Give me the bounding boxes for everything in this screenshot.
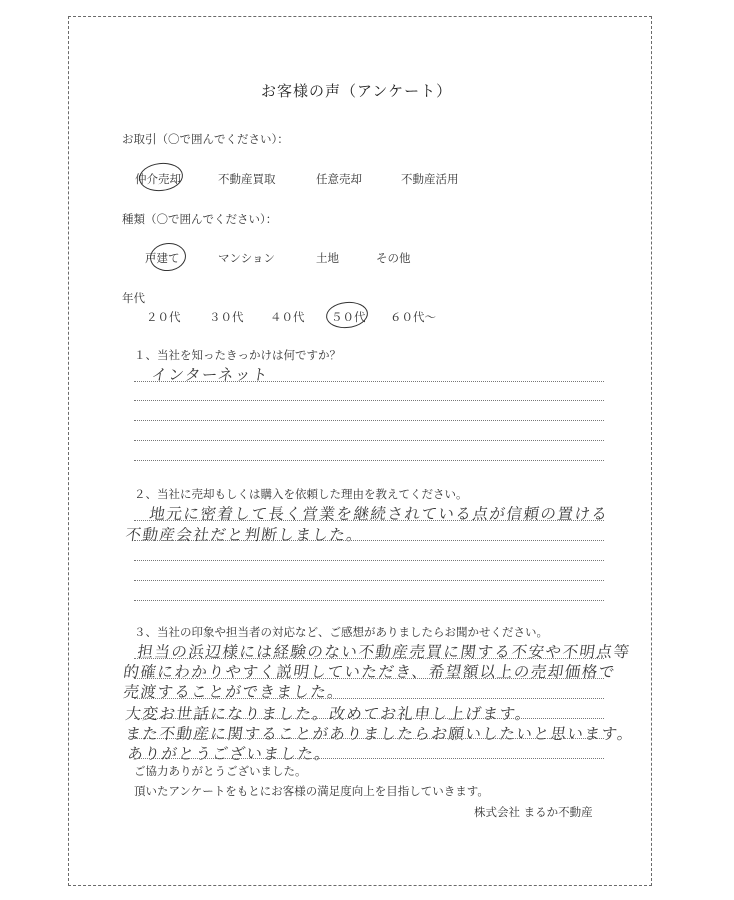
age-option-30s[interactable]: ３０代 <box>209 310 244 324</box>
transaction-option-brokerage-sale[interactable]: 仲介売却 <box>135 172 181 186</box>
property-type-option-house[interactable]: 戸建て <box>145 251 180 265</box>
question-1: １、当社を知ったきっかけは何ですか？ <box>134 348 341 362</box>
handwritten-answer-3-line-1: 担当の浜辺様には経験のない不動産売買に関する不安や不明点等 <box>136 643 632 661</box>
property-type-option-land[interactable]: 土地 <box>316 251 339 265</box>
handwritten-answer-2-line-1: 地元に密着して長く営業を継続されている点が信頼の置ける <box>148 505 610 523</box>
handwritten-answer-3-line-3: 売渡することができました。 <box>122 683 346 701</box>
answer-line <box>134 520 604 521</box>
handwritten-answer-3-line-4: 大変お世話になりました。改めてお礼申し上げます。 <box>124 705 534 723</box>
age-option-40s[interactable]: ４０代 <box>270 310 305 324</box>
transaction-option-purchase[interactable]: 不動産買取 <box>218 172 276 186</box>
handwritten-answer-3-line-5: また不動産に関することがありましたらお願いしたいと思います。 <box>124 725 636 743</box>
answer-line <box>134 758 604 759</box>
property-type-label: 種類（〇で囲んでください）： <box>122 212 278 226</box>
transaction-label: お取引（〇で囲んでください）： <box>122 132 289 146</box>
answer-line <box>134 560 604 561</box>
property-type-option-other[interactable]: その他 <box>376 251 411 265</box>
answer-line <box>134 738 604 739</box>
answer-line <box>134 698 604 699</box>
answer-line <box>134 540 604 541</box>
footer-note: 頂いたアンケートをもとにお客様の満足度向上を目指していきます。 <box>134 784 489 798</box>
answer-line <box>134 600 604 601</box>
handwritten-answer-3-line-6: ありがとうございました。 <box>126 745 333 763</box>
answer-line <box>134 381 604 382</box>
thanks-message: ご協力ありがとうございました。 <box>134 764 307 778</box>
handwritten-answer-1: インターネット <box>150 366 271 384</box>
page-title: お客様の声（アンケート） <box>261 82 453 100</box>
question-2: ２、当社に売却もしくは購入を依頼した理由を教えてください。 <box>134 487 468 501</box>
transaction-option-voluntary-sale[interactable]: 任意売却 <box>316 172 362 186</box>
answer-line <box>134 440 604 441</box>
question-3: ３、当社の印象や担当者の対応など、ご感想がありましたらお聞かせください。 <box>134 625 548 639</box>
transaction-option-utilization[interactable]: 不動産活用 <box>401 172 459 186</box>
answer-line <box>134 420 604 421</box>
answer-line <box>134 400 604 401</box>
answer-line <box>134 460 604 461</box>
company-name: 株式会社 まるか不動産 <box>474 805 593 819</box>
answer-line <box>134 678 604 679</box>
age-label: 年代 <box>122 291 145 305</box>
age-option-60s-plus[interactable]: ６０代～ <box>390 310 436 324</box>
handwritten-answer-2-line-2: 不動産会社だと判断しました。 <box>124 526 365 544</box>
age-option-20s[interactable]: ２０代 <box>146 310 181 324</box>
answer-line <box>134 580 604 581</box>
handwritten-answer-3-line-2: 的確にわかりやすく説明していただき、希望額以上の売却価格で <box>122 663 618 681</box>
answer-line <box>134 658 604 659</box>
answer-line <box>134 718 604 719</box>
age-option-50s[interactable]: ５０代 <box>331 310 366 324</box>
property-type-option-mansion[interactable]: マンション <box>218 251 275 265</box>
